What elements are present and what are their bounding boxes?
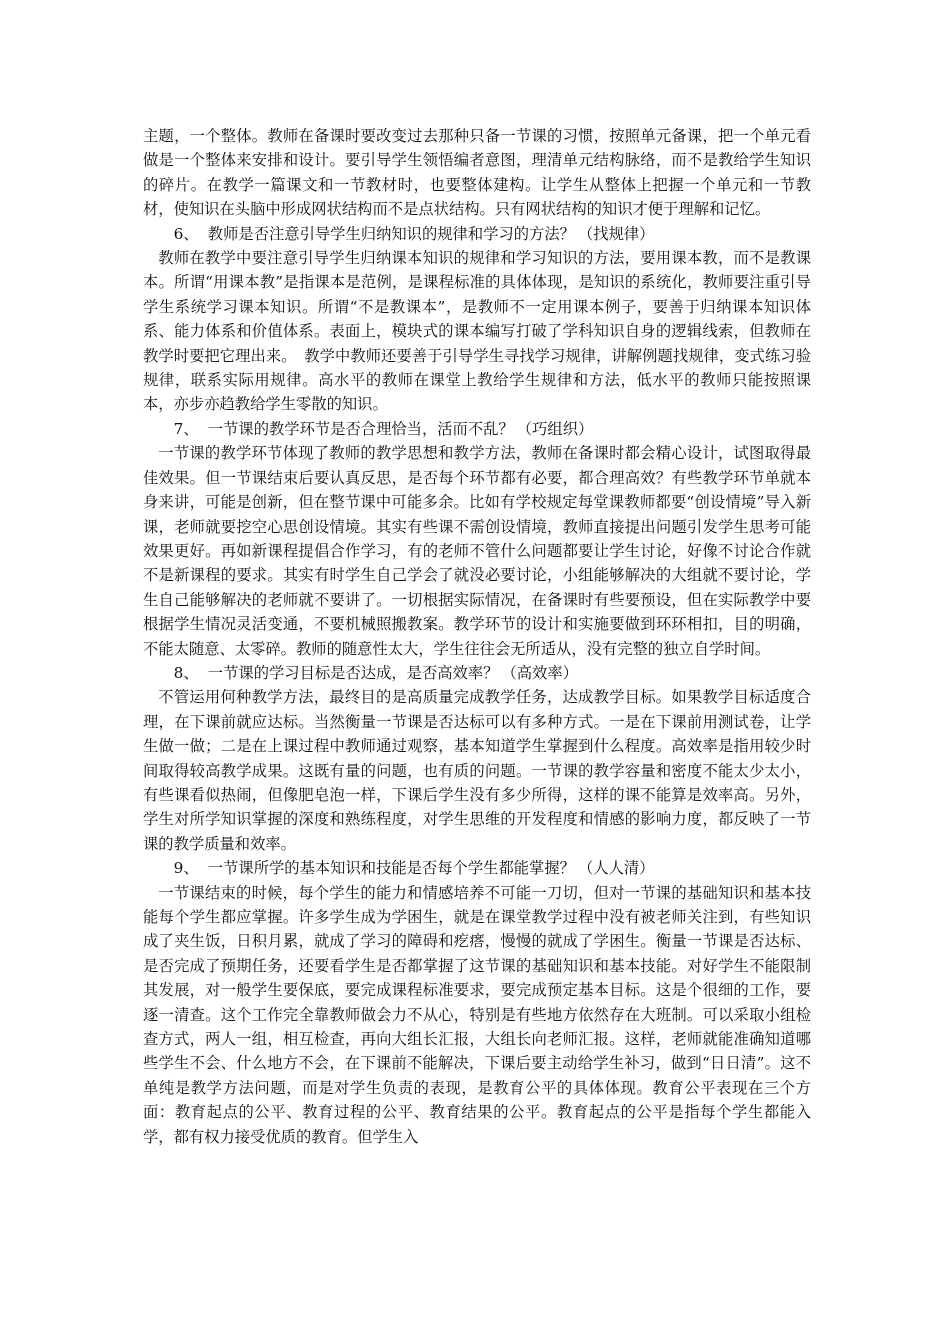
- section-8-number: 8、: [173, 663, 199, 682]
- section-6-heading: [143, 222, 811, 246]
- section-7-body: 一节课的教学环节体现了教师的教学思想和教学方法，教师在备课时都会精心设计，试图取得最佳效果。但一节课结束后要认真反思，是否每个环节都有必要，都合理高效？有些教学环节单就本身来讲，可能是创新，但在整节课中可能多余。比如有学校规定每堂课教师都要“创设情境”导入新课，老师就要挖空心思创设情境。其实有些课不需创设情境，教师直接提出问题引发学生思考可能效果更好。再如新课程提倡合作学习，有的老师不管什么问题都要让学生讨论，好像不讨论合作就不是新课程的要求。其实有时学生自己学会了就没必要讨论，小组能够解决的大组就不要讨论，学生自己能够解决的老师就不要讲了。一切根据实际情况，在备课时有些要预设，但在实际教学中要根据学生情况灵活变通，不要机械照搬教案。教学环节的设计和实施要做到环环相扣，目的明确，不能太随意、太零碎。教师的随意性太大，学生往往会无所适从，没有完整的独立自学时间。: [143, 444, 811, 658]
- section-8-tag: （高效率）: [501, 663, 578, 682]
- section-8-heading: [143, 661, 811, 685]
- section-9-heading: [143, 856, 811, 880]
- intro-paragraph: 主题，一个整体。教师在备课时要改变过去那种只备一节课的习惯，按照单元备课，把一个单元看做是一个整体来安排和设计。要引导学生领悟编者意图，理清单元结构脉络，而不是教给学生知识的碎片。在教学一篇课文和一节教材时，也要整体建构。让学生从整体上把握一个单元和一节教材，使知识在头脑中形成网状结构而不是点状结构。只有网状结构的知识才便于理解和记忆。: [143, 127, 811, 219]
- section-6-tag: （找规律）: [577, 224, 655, 243]
- section-8-question: 一节课的学习目标是否达成，是否高效率？: [207, 663, 499, 682]
- section-7-number: 7、: [173, 419, 199, 438]
- section-7-question: 一节课的教学环节是否合理恰当，活而不乱？: [207, 419, 514, 438]
- section-9-tag: （人人清）: [577, 859, 655, 878]
- section-9-question: 一节课所学的基本知识和技能是否每个学生都能掌握？: [207, 859, 575, 878]
- document-body: [143, 124, 811, 1149]
- section-6-question: 教师是否注意引导学生归纳知识的规律和学习的方法？: [207, 224, 575, 243]
- section-6-number: 6、: [173, 224, 199, 243]
- section-7-tag: （巧组织）: [516, 419, 594, 438]
- section-9-number: 9、: [173, 859, 199, 878]
- section-7-heading: [143, 417, 811, 441]
- section-8-body: 不管运用何种教学方法，最终目的是高质量完成教学任务，达成教学目标。如果教学目标适度合理，在下课前就应达标。当然衡量一节课是否达标可以有多种方式。一是在下课前用测试卷，让学生做一做；二是在上课过程中教师通过观察，基本知道学生掌握到什么程度。高效率是指用较少时间取得较高教学成果。这既有量的问题，也有质的问题。一节课的教学容量和密度不能太少太小，有些课看似热闹，但像肥皂泡一样，下课后学生没有多少所得，这样的课不能算是效率高。另外，学生对所学知识掌握的深度和熟练程度，对学生思维的开发程度和情感的影响力度，都反映了一节课的教学质量和效率。: [143, 688, 811, 853]
- section-9-body: 一节课结束的时候，每个学生的能力和情感培养不可能一刀切，但对一节课的基础知识和基本技能每个学生都应掌握。许多学生成为学困生，就是在课堂教学过程中没有被老师关注到，有些知识成了夹生饭，日积月累，就成了学习的障碍和疙瘩，慢慢的就成了学困生。衡量一节课是否达标、是否完成了预期任务，还要看学生是否都掌握了这节课的基础知识和基本技能。对好学生不能限制其发展，对一般学生要保底，要完成课程标准要求，要完成预定基本目标。这是个很细的工作，要逐一清查。这个工作完全靠教师做会力不从心，特别是有些地方依然存在大班制。可以采取小组检查方式，两人一组，相互检查，再向大组长汇报，大组长向老师汇报。这样，老师就能准确知道哪些学生不会、什么地方不会，在下课前不能解决，下课后要主动给学生补习，做到“日日清”。这不单纯是教学方法问题，而是对学生负责的表现，是教育公平的具体体现。教育公平表现在三个方面：教育起点的公平、教育过程的公平、教育结果的公平。教育起点的公平是指每个学生都能入学，都有权力接受优质的教育。但学生入: [143, 883, 811, 1146]
- section-6-body: 教师在教学中要注意引导学生归纳课本知识的规律和学习知识的方法，要用课本教，而不是教课本。所谓“用课本教”是指课本是范例，是课程标准的具体体现，是知识的系统化，教师要注重引导学生系统学习课本知识。所谓“不是教课本”，是教师不一定用课本例子，要善于归纳课本知识体系、能力体系和价值体系。表面上，模块式的课本编写打破了学科知识自身的逻辑线索，但教师在教学时要把它理出来。 教学中教师还要善于引导学生寻找学习规律，讲解例题找规律，变式练习验规律，联系实际用规律。高水平的教师在课堂上教给学生规律和方法，低水平的教师只能按照课本，亦步亦趋教给学生零散的知识。: [143, 249, 811, 414]
